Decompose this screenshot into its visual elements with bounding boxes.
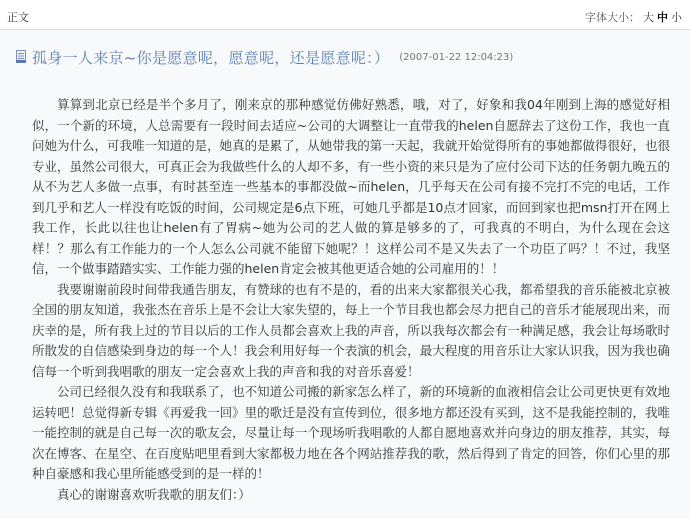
article-header-bar (0, 0, 690, 30)
post-title-row (16, 47, 676, 69)
font-size-medium-link[interactable]: 中 (657, 11, 668, 24)
font-size-switcher (585, 9, 682, 25)
font-size-label: 字体大小： (585, 11, 640, 24)
post-date: (2007-01-22 12:04:23) (399, 52, 514, 63)
article-paragraph: 算算到北京已经是半个多月了，刚来京的那种感觉仿佛好熟悉，哦，对了，好象和我04年刚到上海的感觉好相似，一个新的环境，人总需要有一段时间去适应~公司的大调整让一直带我的helen自愿辞去了这份工作，我也一直问她为什么，可我唯一知道的是，她真的是累了，从她带我的第一天起，我就开始觉得所有的事她都做得很好，也很专业，虽然公司很大，可真正会为我做些什么的人却不多，有一些小资的来只是为了应付公司下达的任务朝九晚五的从不为艺人多做一点事，有时甚至连一些基本的事都没做~而helen，几乎每天在公司有接不完打不完的电话，工作到几乎和艺人一样没有吃饭的时间，公司规定是6点下班，可她几乎都是10点才回家，而回到家也把msn打开在网上我工作，长此以往也让helen有了胃病~她为公司的艺人做的算是够多的了，可我真的不明白，为什么现在会这样！？那么有工作能力的一个人怎么公司就不能留下她呢？！这样公司不是又失去了一个功臣了吗？！不过，我坚信，一个做事踏踏实实、工作能力强的helen肯定会被其他更适合她的公司雇用的！！ (32, 97, 670, 276)
font-size-large-link[interactable]: 大 (643, 11, 654, 24)
font-size-small-link[interactable]: 小 (671, 11, 682, 24)
section-label: 正文 (7, 11, 29, 24)
article-paragraph: 公司已经很久没有和我联系了，也不知道公司搬的新家怎么样了，新的环境新的血液相信会让公司更快更有效地运转吧！总觉得新专辑《再爱我一回》里的歌迁是没有宣传到位，很多地方都还没有买到，这不是我能控制的，我唯一能控制的就是自己每一次的歌友会，尽量让每一个现场听我唱歌的人都自愿地喜欢并向身边的朋友推荐，其实，每次在博客、在星空、在百度贴吧里看到大家都极力地在各个网站推荐我的歌，然后得到了肯定的回答，你们心里的那种自豪感和我心里所能感受到的是一样的！ (32, 384, 670, 481)
document-icon (16, 48, 26, 67)
article-paragraph: 真心的谢谢喜欢听我歌的朋友们：） (57, 486, 251, 502)
post-title: 孤身一人来京~你是愿意呢，愿意呢，还是愿意呢：） (32, 49, 390, 67)
article-body (32, 95, 670, 505)
article-paragraph: 我要谢谢前段时间带我通告朋友，有赞球的也有不是的，看的出来大家都很关心我，都希望我的音乐能被北京被全国的朋友知道，我张杰在音乐上是不会让大家失望的，每上一个节目我也都会尽力把自己的音乐才能展现出来，而庆幸的是，所有我上过的节目以后的工作人员都会喜欢上我的声音，所以我每次都会有一种满足感，我会让每场歌时所散发的自信感染到身边的每一个人！我会利用好每一个表演的机会，最大程度的用音乐让大家认识我，因为我也确信每一个听到我唱歌的朋友一定会喜欢上我的声音和我的对音乐喜爱！ (32, 281, 670, 379)
